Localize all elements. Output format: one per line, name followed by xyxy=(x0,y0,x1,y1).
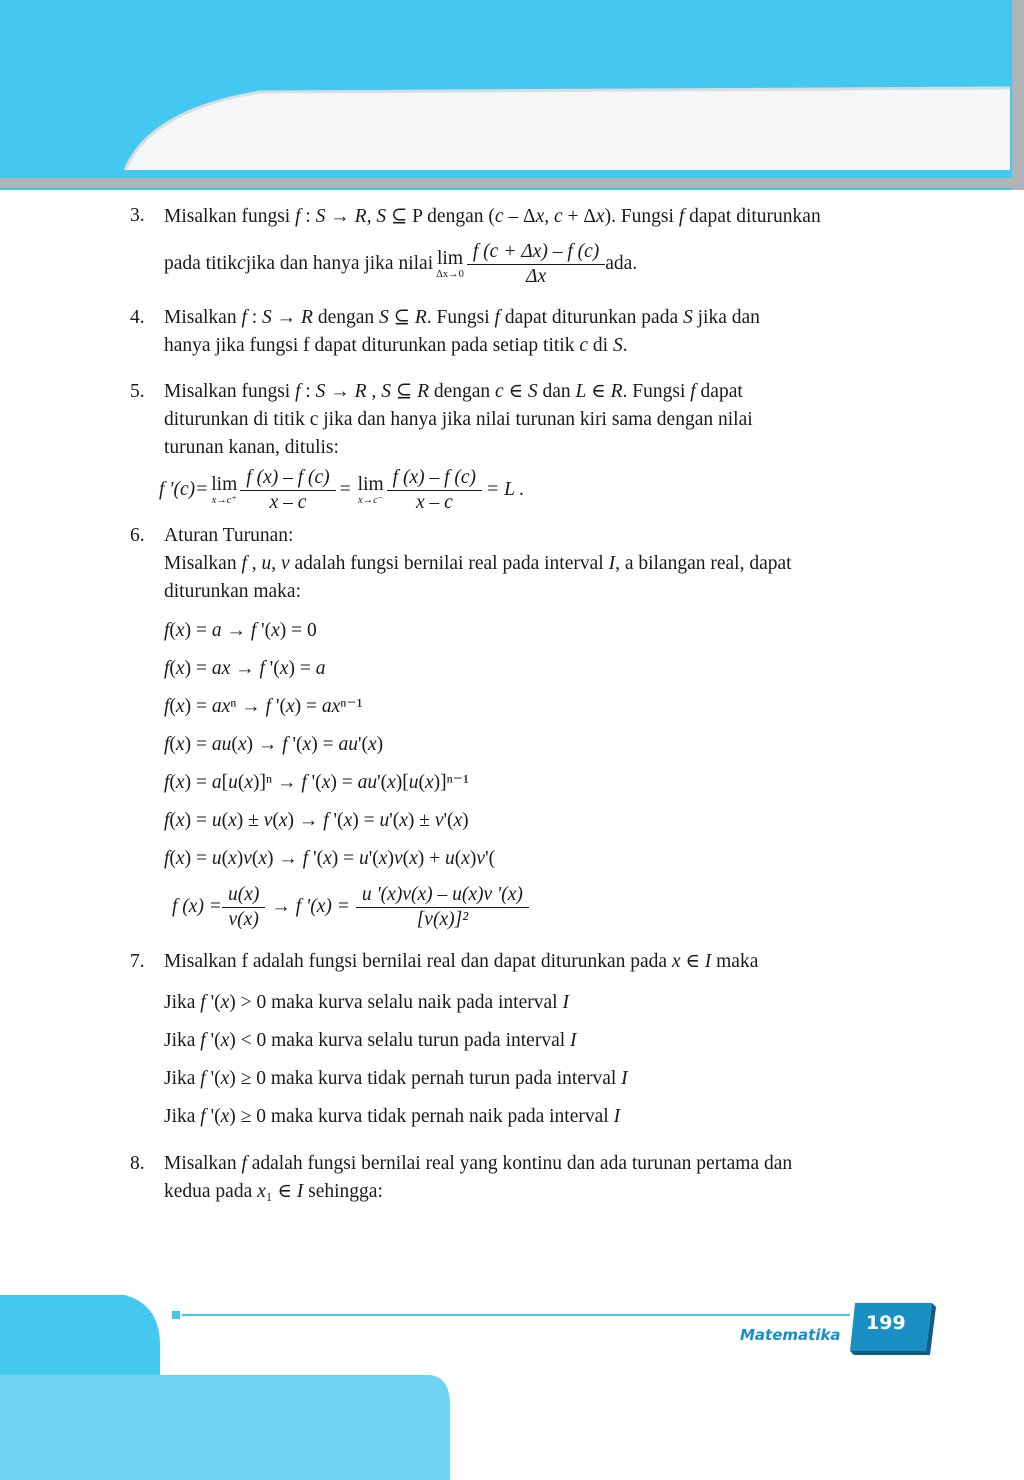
header-band xyxy=(0,0,1024,200)
item-5: 5. Misalkan fungsi f : S → R , S ⊆ R dengan c ∈ S dan L ∈ R. Fungsi f dapat diturunkan di titik c jika dan hanya jika nilai turunan kiri sama dengan nilai turunan kanan, ditulis: f '(c)= lim x→c⁺ $\frac{f (x) - f (c)}{x - c}$ = lim x→c⁻ $\frac{f (x) - f (c)}{x - c}$ = L . xyxy=(130,378,906,518)
rule-power: f(x) = axⁿ → f '(x) = axⁿ⁻¹ xyxy=(164,696,363,717)
rule-quotient: f (x) = $\frac{u(x)}{v(x)}$ → f '(x) = $\frac{u '(x)v(x) - u(x)v '(x)}{\text{[v(x)]²}}$ xyxy=(172,878,906,936)
section-title: Aturan Turunan: xyxy=(164,525,294,546)
content xyxy=(130,200,906,1206)
rule-product: f(x) = u(x)v(x) → f '(x) = u'(x)v(x) + u(x)v'( xyxy=(164,848,496,869)
item-number: 3. xyxy=(130,205,145,226)
difference-quotient: $\frac{f (c + \Delta x) - f (c)}{\Delta x}$ xyxy=(467,240,605,289)
derivative-rules xyxy=(164,612,906,936)
item-3: 3. Misalkan fungsi f : S → R, S ⊆ P dengan (c – Δx, c + Δx). Fungsi f dapat diturunkan pada titik c jika dan hanya jika nilai lim Δx→0 $\frac{f (c + \Delta x) - f (c)}{\Delta x}$ ada. xyxy=(130,202,906,292)
condition-row: Jika f '(x) ≥ 0 maka kurva tidak pernah turun pada interval I xyxy=(164,1068,628,1089)
footer-title: Matematika xyxy=(740,1326,841,1344)
condition-row: Jika f '(x) > 0 maka kurva selalu naik pada interval I xyxy=(164,992,569,1013)
rule-constant: f(x) = a → f '(x) = 0 xyxy=(164,620,317,641)
item-7: 7. Misalkan f adalah fungsi bernilai real dan dapat diturunkan pada x ∈ I maka Jika f '(x) > 0 maka kurva selalu naik pada interval I Jika f '(x) < 0 maka kurva selalu turun pada interval I Jika f '(x) ≥ 0 maka kurva tidak pernah turun pada interval I Jika f '(x) ≥ 0 maka kurva tidak pernah naik pada interval I xyxy=(130,948,906,1136)
item-4: 4. Misalkan f : S → R dengan S ⊆ R. Fungsi f dapat diturunkan pada S jika dan hanya jika fungsi f dapat diturunkan pada setiap titik c di S. xyxy=(130,307,760,356)
rule-constant-multiple: f(x) = au(x) → f '(x) = au'(x) xyxy=(164,734,384,755)
rule-linear: f(x) = ax → f '(x) = a xyxy=(164,658,326,679)
condition-row: Jika f '(x) < 0 maka kurva selalu turun pada interval I xyxy=(164,1030,577,1051)
limit-operator: lim Δx→0 xyxy=(436,247,464,280)
one-sided-limit-formula: f '(c)= lim x→c⁺ $\frac{f (x) - f (c)}{x - c}$ = lim x→c⁻ $\frac{f (x) - f (c)}{x - c}$ = L . xyxy=(159,466,525,513)
item-6: 6. Aturan Turunan: Misalkan f , u, v adalah fungsi bernilai real pada interval I, a bilangan real, dapat diturunkan maka: f(x) = a → f '(x) = 0 f(x) = ax → f '(x) = a f(x) = axⁿ → f '(x) = axⁿ⁻¹ f(x) = au(x) → f '(x) = au'(x) f(x) = a[u(x)]ⁿ → f '(x) = au'(x)[u(x)]ⁿ⁻¹ f(x) = u(x) ± v(x) → f '(x) = u'(x) ± v'(x) f(x) = u(x)v(x) → f '(x) = u'(x)v(x) + u(x)v'( f (x) = $\frac{u(x)}{v(x)}$ → f '(x) = $\frac{u '(x)v(x) - u(x)v '(x)}{\text{[v(x)]²}}$ xyxy=(130,522,906,936)
item-8: 8. Misalkan f adalah fungsi bernilai real yang kontinu dan ada turunan pertama dan kedua pada x₁ ∈ I sehingga: xyxy=(130,1153,793,1202)
page-number: 199 xyxy=(866,1312,906,1334)
rule-chain: f(x) = a[u(x)]ⁿ → f '(x) = au'(x)[u(x)]ⁿ⁻¹ xyxy=(164,772,469,793)
condition-row: Jika f '(x) ≥ 0 maka kurva tidak pernah naik pada interval I xyxy=(164,1106,621,1127)
rule-sum: f(x) = u(x) ± v(x) → f '(x) = u'(x) ± v'(x) xyxy=(164,810,469,831)
